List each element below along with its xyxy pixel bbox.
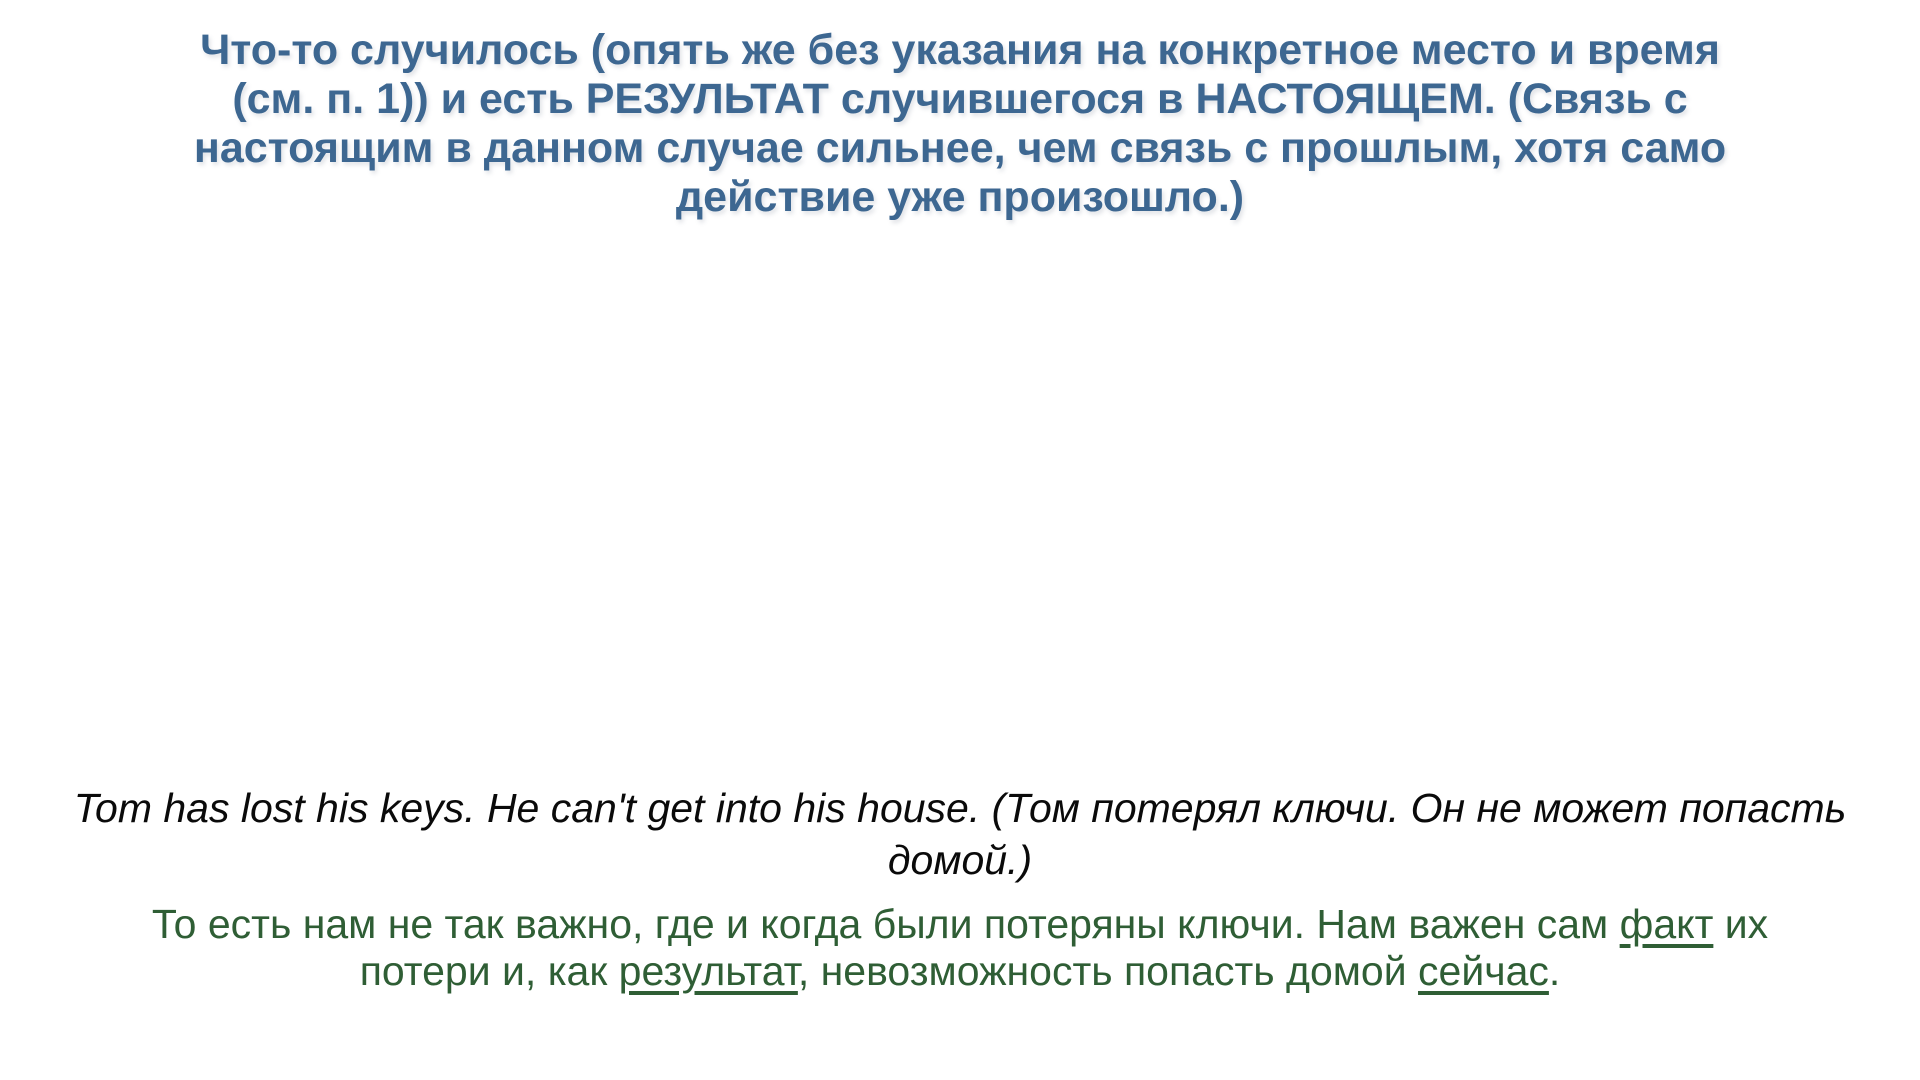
- explanation-text: [0, 901, 1920, 995]
- text-segment: .: [1548, 948, 1561, 994]
- underlined-term: результат: [618, 948, 798, 994]
- text-segment: их: [1713, 901, 1769, 947]
- example-line-1: Tom has lost his keys. He can't get into his house. (Том потерял ключи. Он не может попасть: [73, 785, 1847, 831]
- underlined-term: факт: [1619, 901, 1714, 947]
- heading-line-4: действие уже произошло.): [675, 173, 1245, 221]
- text-segment: потери и, как: [359, 948, 619, 994]
- example-line-2: домой.): [887, 837, 1033, 883]
- text-segment: То есть нам не так важно, где и когда были потеряны ключи. Нам важен сам: [151, 901, 1620, 947]
- example-sentence: [0, 782, 1920, 886]
- heading-line-2: (см. п. 1)) и есть РЕЗУЛЬТАТ случившегося в НАСТОЯЩЕМ. (Связь с: [232, 75, 1688, 123]
- slide-heading: [0, 26, 1920, 222]
- underlined-term: сейчас: [1418, 948, 1549, 994]
- text-segment: , невозможность попасть домой: [797, 948, 1419, 994]
- heading-line-3: настоящим в данном случае сильнее, чем связь с прошлым, хотя само: [193, 124, 1727, 172]
- heading-line-1: Что-то случилось (опять же без указания на конкретное место и время: [200, 26, 1720, 74]
